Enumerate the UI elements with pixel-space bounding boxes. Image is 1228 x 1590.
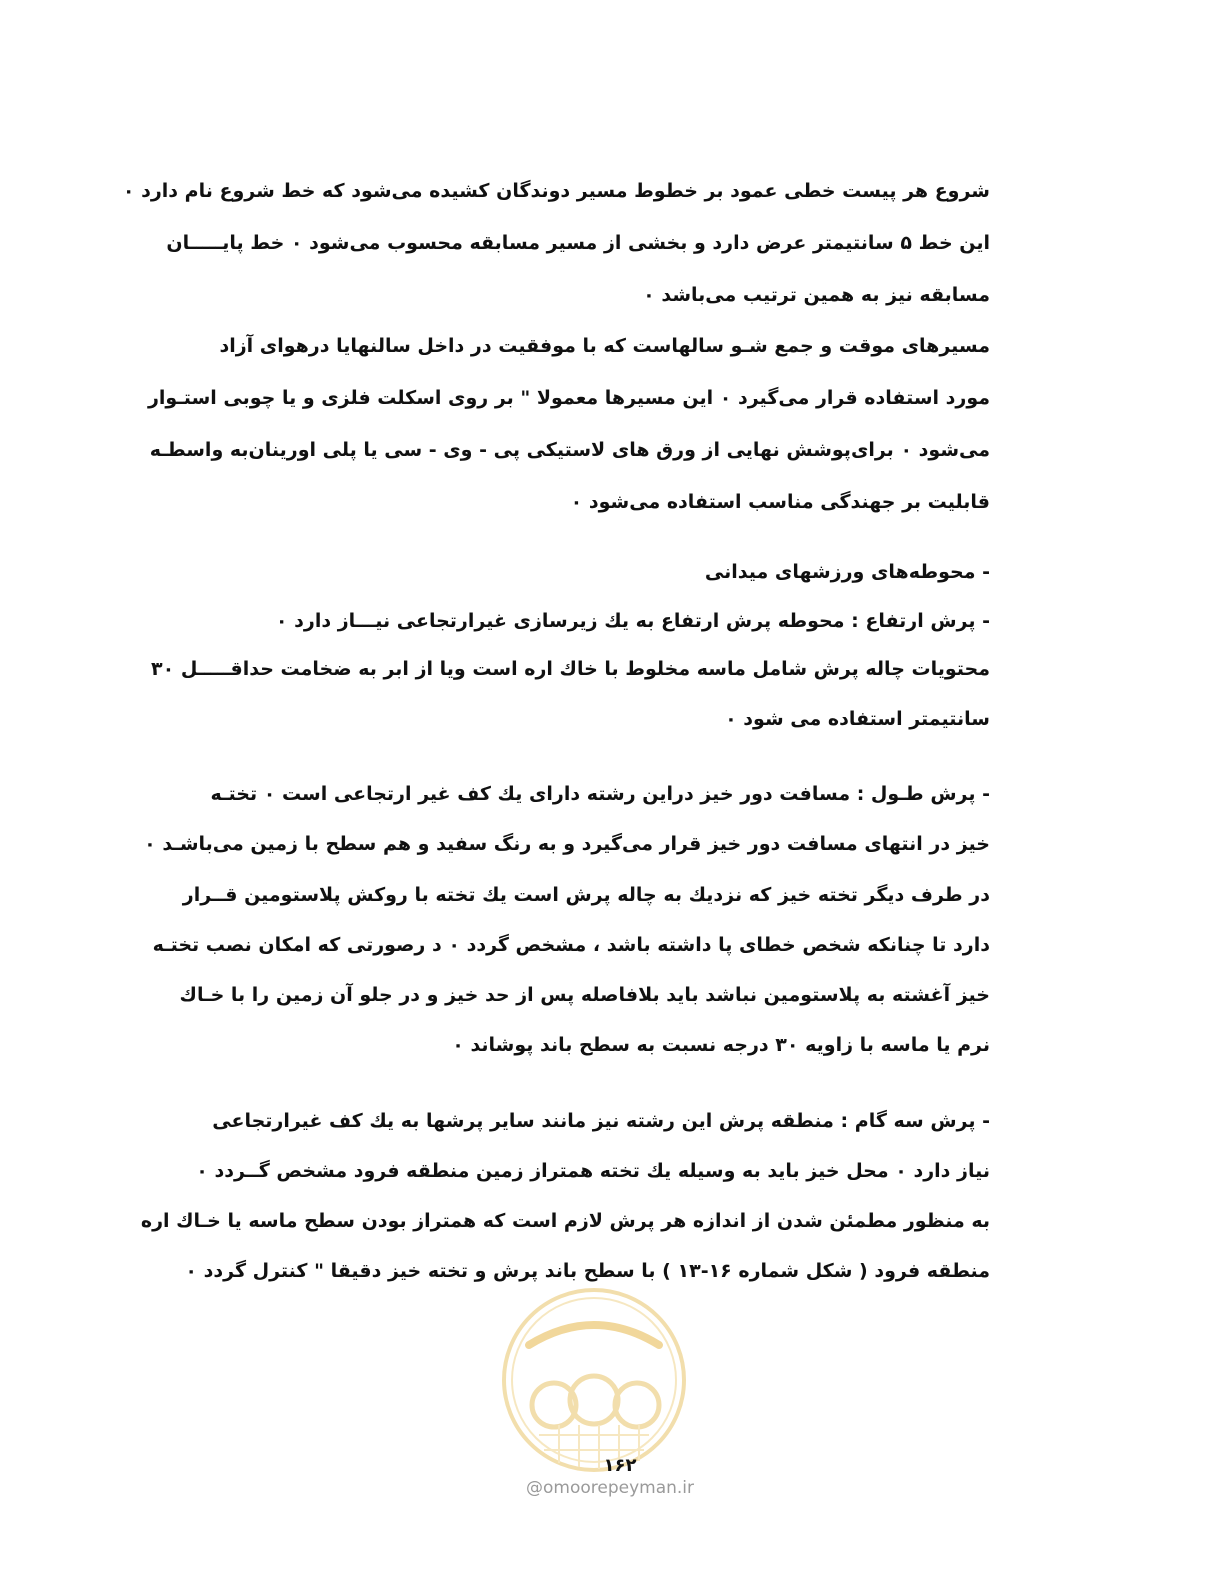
- paragraph-line: می‌شود ۰ برای‌پوشش نهایی از ورق های لاستیکی پی - وی - سی یا پلی اورینان‌به واسطـه: [149, 439, 990, 461]
- paragraph-line: مسابقه نیز به همین ترتیب می‌باشد ۰: [643, 284, 990, 306]
- section-heading: - محوطه‌های ورزشهای میدانی: [704, 561, 990, 583]
- paragraph-line: - پرش سه گام : منطقه پرش این رشته نیز مانند سایر پرشها به یك کف غیرارتجاعی: [212, 1110, 990, 1132]
- paragraph-line: - پرش طـول : مسافت دور خیز دراین رشته دارای یك کف غیر ارتجاعی است ۰ تختـه: [210, 783, 990, 805]
- paragraph-line: نرم یا ماسه با زاویه ۳۰ درجه نسبت به سطح باند پوشاند ۰: [452, 1034, 990, 1056]
- site-watermark-label: @omoorepeyman.ir: [525, 1478, 695, 1498]
- paragraph-line: مورد استفاده قرار می‌گیرد ۰ این مسیرها معمولا " بر روی اسکلت فلزی و یا چوبی استـوار: [147, 387, 990, 409]
- paragraph-line: در طرف دیگر تخته خیز که نزدیك به چاله پرش است یك تخته با روکش پلاستومین قــرار: [182, 884, 990, 906]
- paragraph-line: سانتیمتر استفاده می شود ۰: [725, 708, 990, 730]
- paragraph-line: خیز آغشته به پلاستومین نباشد باید بلافاصله پس از حد خیز و در جلو آن زمین را با خـاك: [179, 984, 990, 1006]
- paragraph-line: - پرش ارتفاع : محوطه پرش ارتفاع به یك زیرسازی غیرارتجاعی نیـــاز دارد ۰: [275, 610, 990, 632]
- watermark-logo: [499, 1285, 689, 1475]
- paragraph-line: این خط ۵ سانتیمتر عرض دارد و بخشی از مسیر مسابقه محسوب می‌شود ۰ خط پایـــــان: [166, 232, 990, 254]
- paragraph-line: قابلیت بر جهندگی مناسب استفاده می‌شود ۰: [570, 491, 990, 513]
- page-number: ۱۶۲: [603, 1455, 637, 1476]
- paragraph-line: به منظور مطمئن شدن از اندازه هر پرش لازم است که همتراز بودن سطح ماسه یا خـاك اره: [140, 1210, 990, 1232]
- paragraph-line: مسیرهای موقت و جمع شـو سالهاست که با موفقیت در داخل سالنهایا درهوای آزاد: [219, 335, 990, 357]
- paragraph-line: نیاز دارد ۰ محل خیز باید به وسیله یك تخته همتراز زمین منطقه فرود مشخص گــردد ۰: [196, 1160, 990, 1182]
- paragraph-line: شروع هر پیست خطی عمود بر خطوط مسیر دوندگان کشیده می‌شود که خط شروع نام دارد ۰: [122, 180, 990, 202]
- paragraph-line: منطقه فرود ( شکل شماره ۱۶-۱۳ ) با سطح باند پرش و تخته خیز دقیقا " کنترل گردد ۰: [185, 1260, 990, 1282]
- paragraph-line: خیز در انتهای مسافت دور خیز قرار می‌گیرد و به رنگ سفید و هم سطح با زمین می‌باشـد ۰: [144, 833, 990, 855]
- paragraph-line: دارد تا چنانکه شخص خطای پا داشته باشد ، مشخص گردد ۰ د رصورتی که امکان نصب تختـه: [152, 934, 990, 956]
- paragraph-line: محتویات چاله پرش شامل ماسه مخلوط با خاك اره است ویا از ابر به ضخامت حداقـــــل ۳۰: [151, 658, 990, 680]
